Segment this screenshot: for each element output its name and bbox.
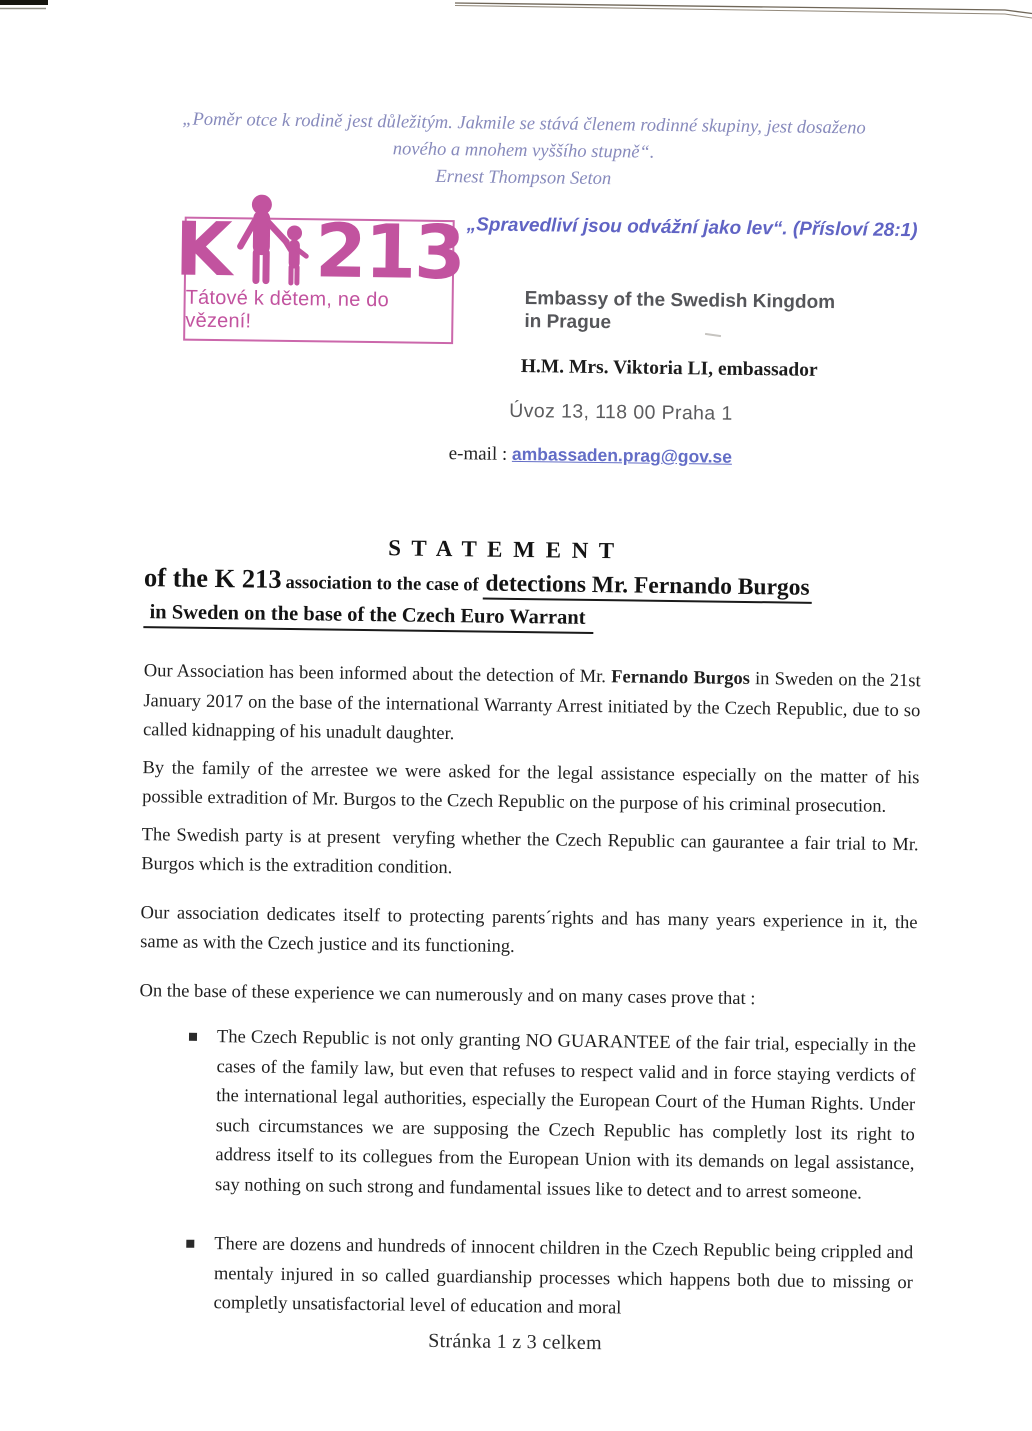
bullet-2-text: There are dozens and hundreds of innocent children in the Czech Republic being crippled and mentaly injured in so called guardianship processes which happens both due to missing or completly unsatisfactorial level of education and moral [213, 1230, 913, 1328]
paragraph-1 [143, 657, 921, 756]
letter-body [135, 657, 921, 1358]
paragraph-5: On the base of these experience we can numerously and on many cases prove that : [139, 977, 916, 1017]
bullet-list [135, 1022, 916, 1328]
logo-slogan: Tátové k dětem, ne do vězení! [185, 287, 452, 336]
list-item [135, 1229, 913, 1328]
email-label: e-mail : [449, 443, 508, 465]
statement-subtitle-line-1 [144, 561, 928, 608]
paragraph-1-start: Our Association has been informed about the detection of Mr. [144, 661, 612, 687]
k213-logo [183, 217, 455, 345]
logo-letter-k: K [174, 215, 229, 284]
paragraph-4: Our association dedicates itself to protecting parents´rights and has many years experience in it, the same as with the Czech justice and its functioning. [140, 899, 918, 968]
paragraph-2: By the family of the arrestee we were asked for the legal assistance especially on the matter of his possible extradition of Mr. Burgos to the Czech Republic on the purpose of his criminal prosecution. [142, 754, 920, 823]
quote-line-1: „Poměr otce k rodině jest důležitým. Jakmile se stává členem rodinné skupiny, jest dosaženo [106, 106, 942, 143]
scan-edge-artifacts [0, 0, 1032, 44]
recipient-person: H.M. Mrs. Viktoria LI, embassador [521, 356, 818, 382]
father-and-child-icon [233, 194, 314, 287]
subtitle-association-text: association to the case of [285, 573, 483, 596]
email-link[interactable]: ambassaden.prag@gov.se [512, 444, 732, 467]
list-item [137, 1022, 916, 1209]
recipient-organisation [524, 288, 835, 337]
recipient-address: Úvoz 13, 118 00 Praha 1 [509, 400, 733, 426]
subtitle-of-the-k213: of the K 213 [144, 562, 282, 594]
paragraph-3: The Swedish party is at present veryfing whether the Czech Republic can gaurantee a fair trial to Mr. Burgos which is the extradition condition. [141, 821, 919, 890]
top-quote [105, 106, 942, 197]
email-line [449, 443, 733, 469]
paragraph-1-bold-name: Fernando Burgos [611, 667, 750, 689]
subtitle-underlined-case: detections Mr. Fernando Burgos [483, 571, 812, 604]
page-number-footer: Stránka 1 z 3 celkem [14, 1324, 1016, 1360]
k213-logo-row [174, 197, 464, 287]
subtitle-underlined-warrant: in Sweden on the base of the Czech Euro Warrant [143, 601, 593, 634]
bullet-square-icon [186, 1240, 194, 1248]
recipient-org-line-2: in Prague [524, 311, 835, 338]
statement-title-block [143, 532, 928, 638]
logo-number-213: 213 [315, 217, 464, 287]
proverb-text: „Spravedliví jsou odvážní jako lev“. (Přísloví 28:1) [467, 213, 935, 242]
quote-line-2: nového a mnohem vyššího stupně“. [105, 132, 941, 169]
paragraph-1-end: in Sweden on the 21st January 2017 on the base of the international Warranty Arrest initiated by the Czech Republic, due to so called kidnapping of his unadult daughter. [143, 669, 921, 744]
bullet-square-icon [189, 1033, 197, 1041]
quote-author: Ernest Thompson Seton [105, 160, 941, 197]
statement-heading: S T A T E M E N T [144, 532, 860, 567]
recipient-org-line-1: Embassy of the Swedish Kingdom [525, 288, 836, 315]
bullet-1-text: The Czech Republic is not only granting NO GUARANTEE of the fair trial, especially in the cases of the family law, but even that refuses to respect valid and in force staying verdicts of the international legal authorities, especially the European Court of the Human Rights. Under such circumstances we are supposing the Czech Republic has completly lost its right to address itself to its collegues from the European Union with its demands on legal assistance, say nothing on such strong and fundamental issues like to detect and to arrest someone. [215, 1023, 916, 1209]
